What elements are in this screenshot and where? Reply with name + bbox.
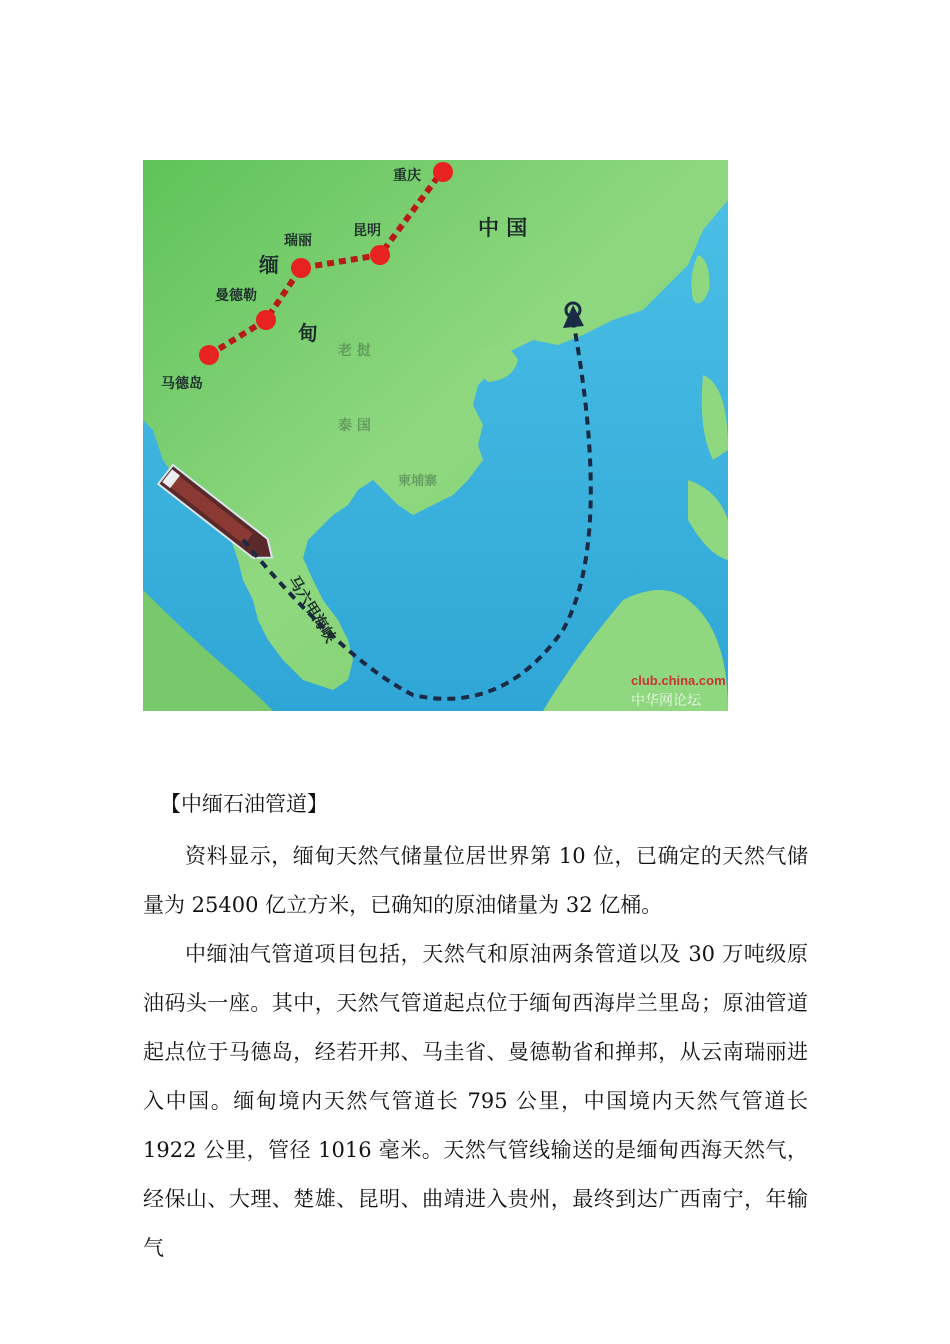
cambodia-label: 柬埔寨: [398, 474, 438, 489]
city-label-mandalay: 曼德勒: [215, 288, 257, 304]
pipeline-map: [143, 160, 728, 711]
laos-label: 老 挝: [338, 343, 371, 359]
myanmar-label-2: 甸: [298, 321, 318, 345]
city-dot-kunming: [370, 245, 390, 265]
strait-label: 马六甲海峡: [284, 572, 340, 646]
city-label-kunming: 昆明: [353, 223, 381, 239]
city-dot-mandalay: [256, 310, 276, 330]
section-heading: 【中缅石油管道】: [160, 792, 328, 816]
city-label-chongqing: 重庆: [393, 168, 421, 184]
watermark-forum: 中华网论坛: [631, 693, 701, 709]
city-dot-made-island: [199, 345, 219, 365]
city-label-ruili: 瑞丽: [284, 233, 312, 249]
paragraph-pipeline-project: 中缅油气管道项目包括，天然气和原油两条管道以及 30 万吨级原油码头一座。其中，天然气管道起点位于缅甸西海岸兰里岛；原油管道起点位于马德岛，经若开邦、马圭省、曼德勒省和掸邦，从云南瑞丽进入中国。缅甸境内天然气管道长 795 公里，中国境内天然气管道长 1922 公里，管径 1016 毫米。天然气管线输送的是缅甸西海天然气，经保山、大理、楚雄、昆明、曲靖进入贵州，最终到达广西南宁，年输气: [143, 942, 808, 1260]
paragraph-reserves: 资料显示，缅甸天然气储量位居世界第 10 位，已确定的天然气储量为 25400 亿立方米，已确知的原油储量为 32 亿桶。: [143, 844, 808, 917]
thailand-label: 泰 国: [338, 418, 371, 434]
city-label-made-island: 马德岛: [161, 376, 203, 392]
watermark-url: club.china.com: [631, 673, 726, 688]
city-dot-chongqing: [433, 162, 453, 182]
myanmar-label-1: 缅: [259, 253, 279, 277]
city-dot-ruili: [291, 258, 311, 278]
china-label: 中 国: [478, 216, 528, 240]
